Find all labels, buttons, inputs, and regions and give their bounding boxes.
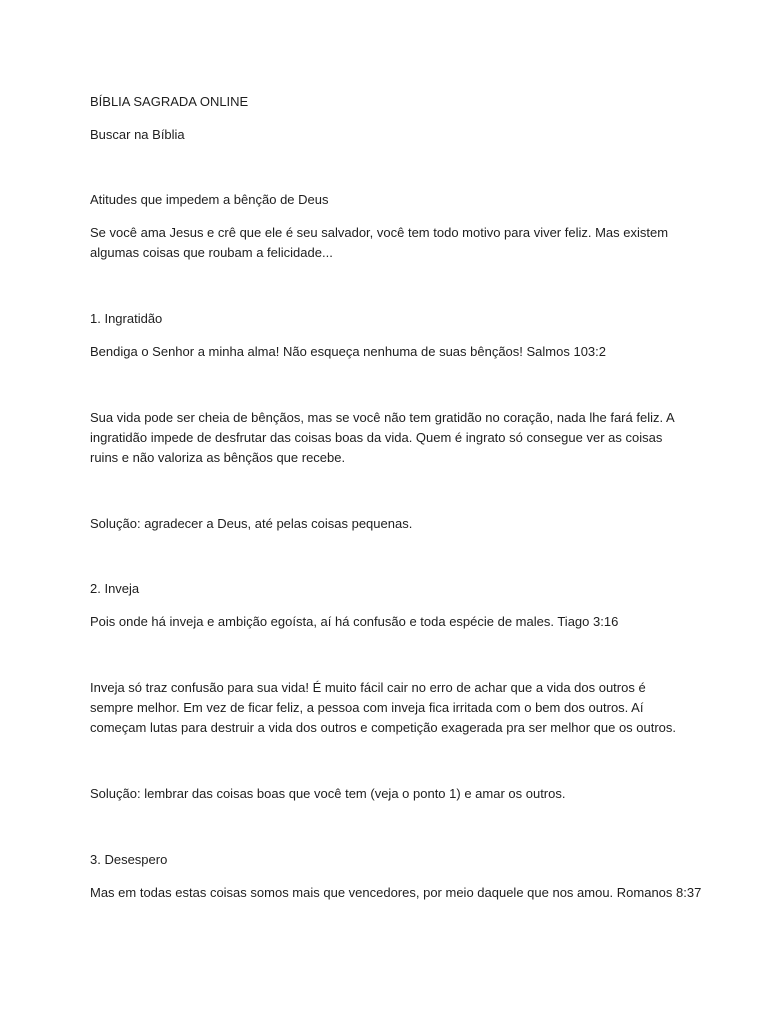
search-link[interactable]: Buscar na Bíblia [90,127,185,142]
section-solution: Solução: lembrar das coisas boas que você tem (veja o ponto 1) e amar os outros. [90,786,566,801]
article-intro: Se você ama Jesus e crê que ele é seu salvador, você tem todo motivo para viver feliz. Mas existem algumas coisas que roubam a felicidade... [90,225,669,260]
section-body: Sua vida pode ser cheia de bênçãos, mas se você não tem gratidão no coração, nada lhe fará feliz. A ingratidão impede de desfrutar das coisas boas da vida. Quem é ingrato só consegue ver as coisas ruins e não valoriza as bênçãos que recebe. [90,410,674,465]
bible-verse: Pois onde há inveja e ambição egoísta, aí há confusão e toda espécie de males. Tiago 3:16 [90,614,619,629]
bible-verse: Bendiga o Senhor a minha alma! Não esqueça nenhuma de suas bênçãos! Salmos 103:2 [90,344,607,359]
section-heading: 1. Ingratidão [90,311,163,326]
bible-verse: Mas em todas estas coisas somos mais que vencedores, por meio daquele que nos amou. Romanos 8:37 [90,885,702,900]
section-body: Inveja só traz confusão para sua vida! É muito fácil cair no erro de achar que a vida dos outros é sempre melhor. Em vez de ficar feliz, a pessoa com inveja fica irritada com o bem dos outros. Aí começam lutas para destruir a vida dos outros e competição exagerada pra ser melhor que os outros. [90,680,677,735]
section-heading: 2. Inveja [90,581,140,596]
section-solution: Solução: agradecer a Deus, até pelas coisas pequenas. [90,516,413,531]
article-title: Atitudes que impedem a bênção de Deus [90,192,329,207]
site-title: BÍBLIA SAGRADA ONLINE [90,94,249,109]
section-heading: 3. Desespero [90,852,168,867]
